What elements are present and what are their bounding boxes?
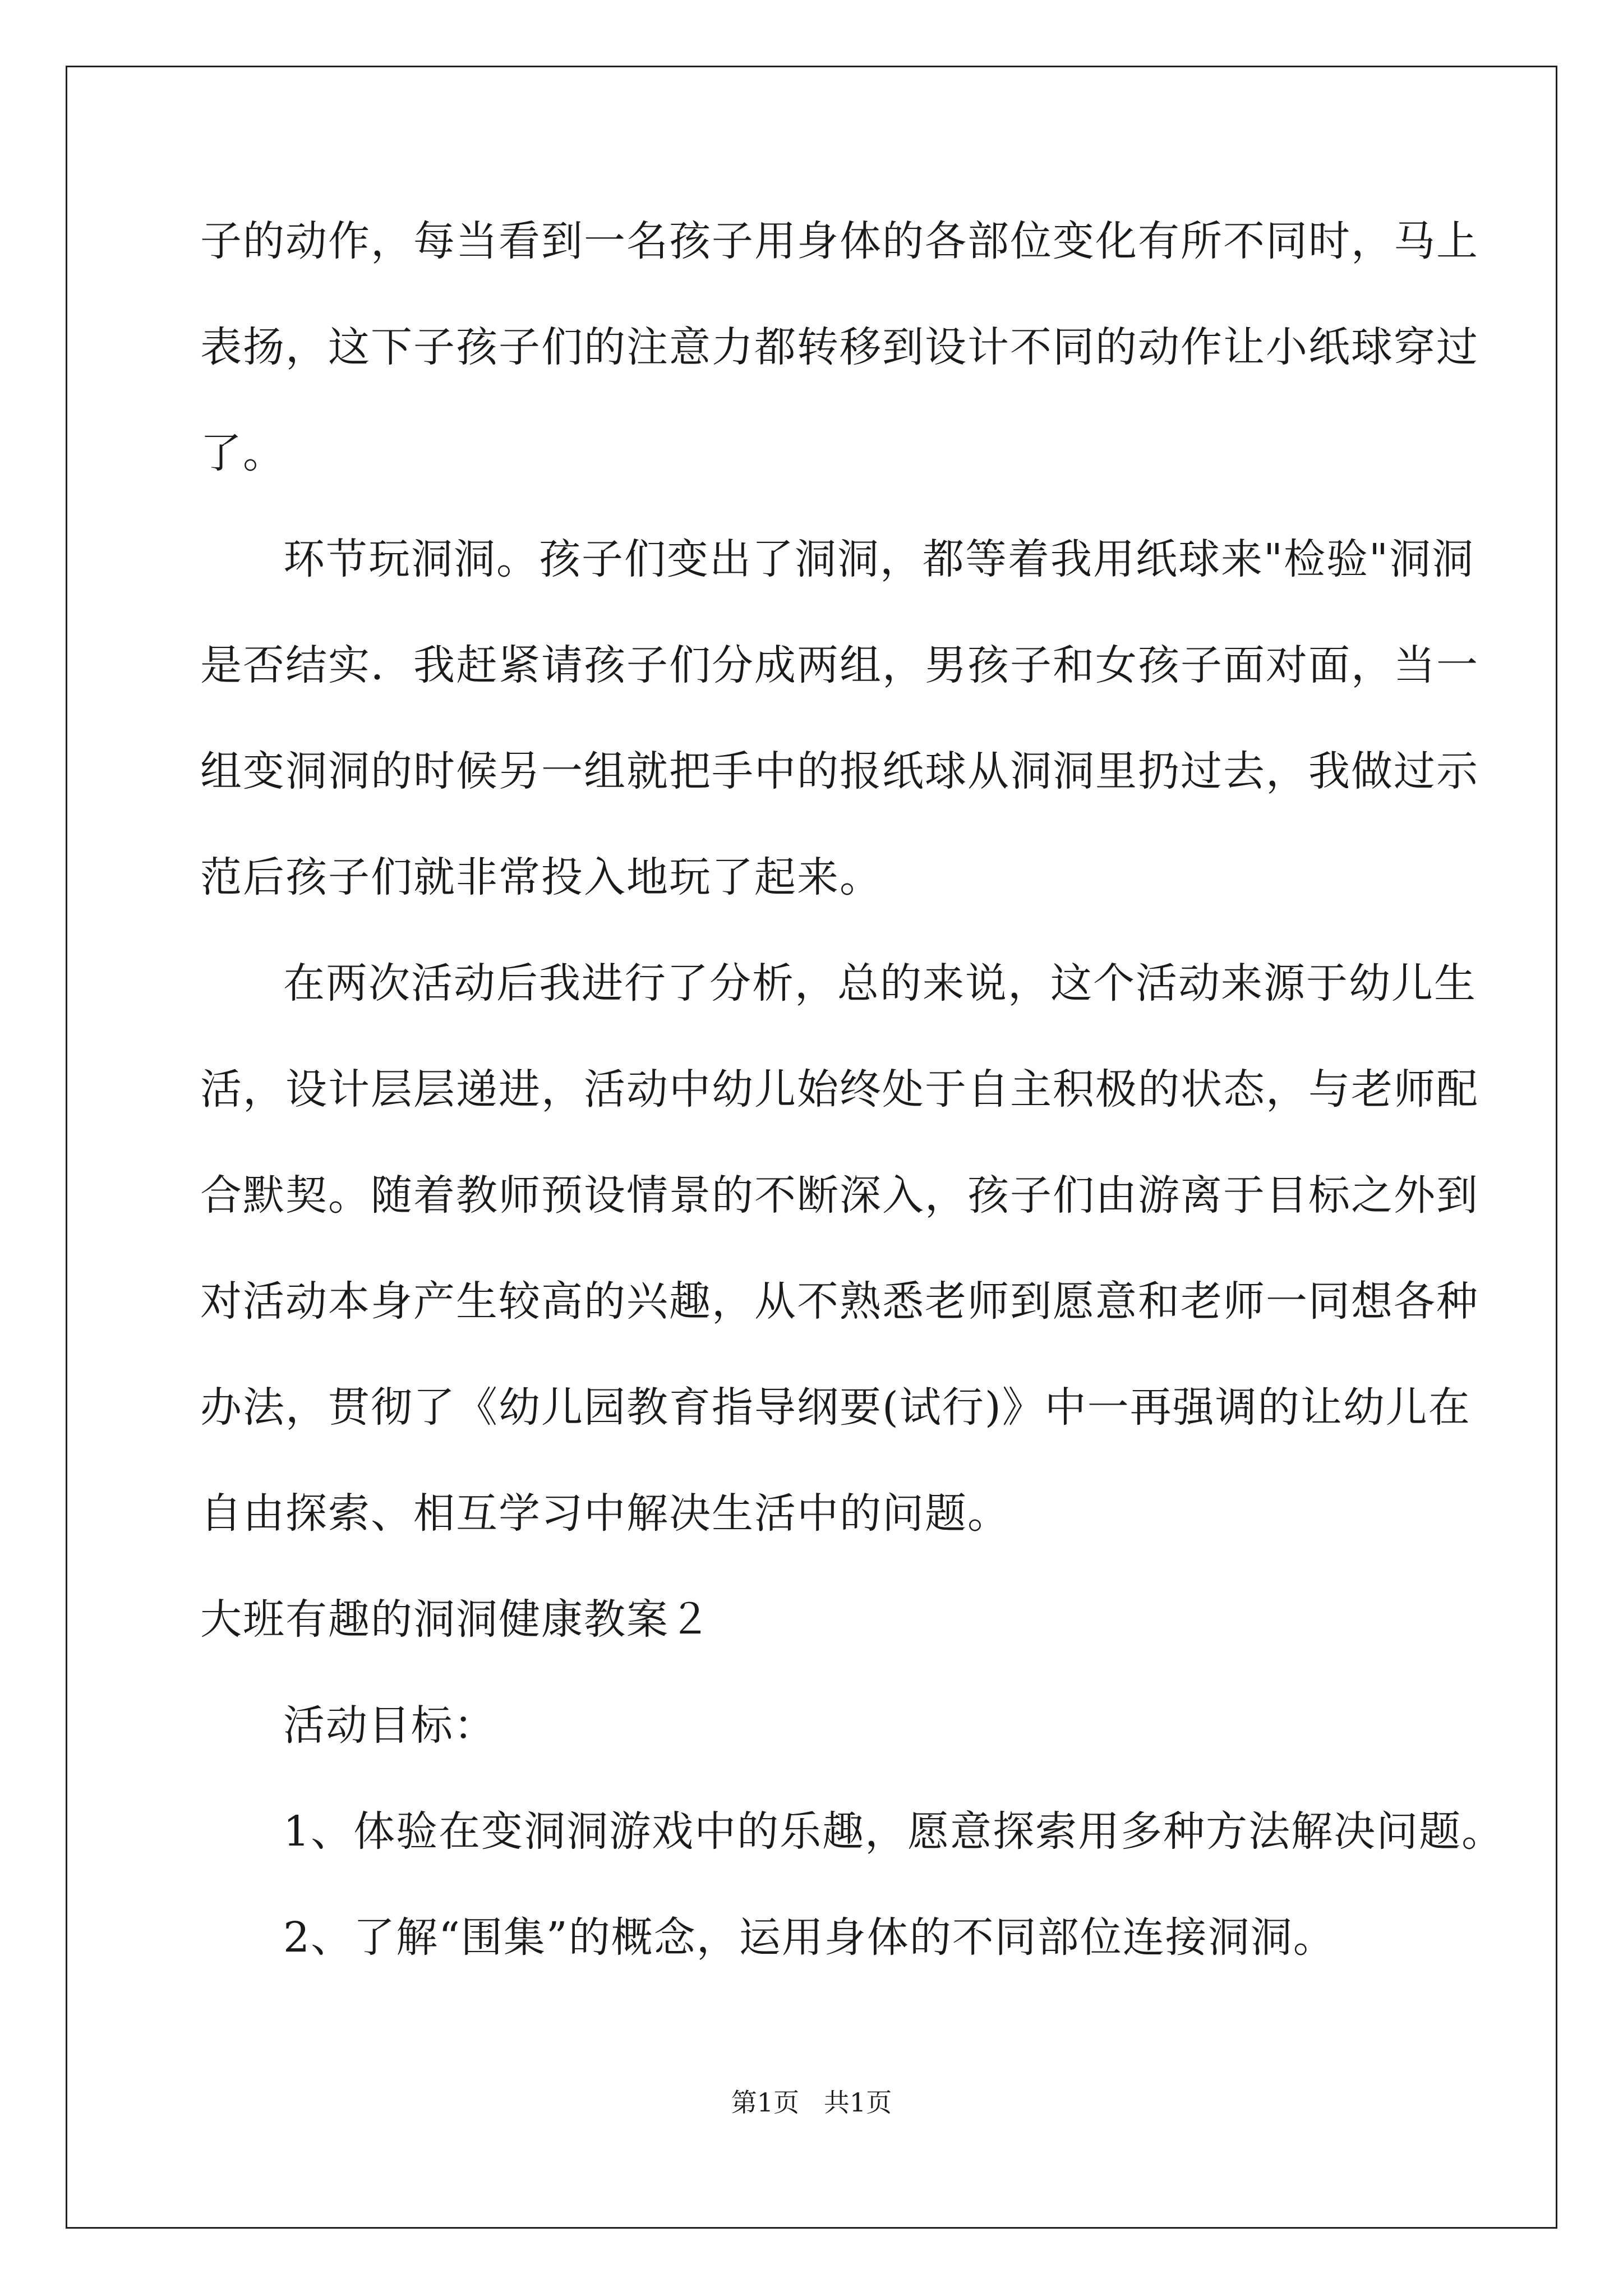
text-line: 子的动作，每当看到一名孩子用身体的各部位变化有所不同时，马上 [200, 217, 1479, 265]
page-footer: 第1页 共1页 [731, 2087, 892, 2118]
section-heading: 大班有趣的洞洞健康教案２ [200, 1595, 712, 1644]
page-border [66, 66, 1557, 2229]
text-line: 组变洞洞的时候另一组就把手中的报纸球从洞洞里扔过去，我做过示 [200, 747, 1479, 795]
text-line: 合默契。随着教师预设情景的不断深入，孩子们由游离于目标之外到 [200, 1171, 1479, 1220]
text-line: 对活动本身产生较高的兴趣，从不熟悉老师到愿意和老师一同想各种 [200, 1277, 1479, 1326]
subheading: 活动目标： [283, 1701, 496, 1750]
text-line: 了。 [200, 429, 285, 477]
paragraph-start: 环节玩洞洞。孩子们变出了洞洞，都等着我用纸球来"检验"洞洞 [283, 535, 1475, 583]
text-line: 办法，贯彻了《幼儿园教育指导纲要(试行)》中一再强调的让幼儿在 [200, 1383, 1471, 1432]
text-line: 活，设计层层递进，活动中幼儿始终处于自主积极的状态，与老师配 [200, 1065, 1479, 1114]
text-line: 表扬，这下子孩子们的注意力都转移到设计不同的动作让小纸球穿过 [200, 323, 1479, 371]
text-line: 是否结实．我赶紧请孩子们分成两组，男孩子和女孩子面对面，当一 [200, 641, 1479, 689]
list-item: 2、了解“围集”的概念，运用身体的不同部位连接洞洞。 [283, 1913, 1336, 1962]
list-item: 1、体验在变洞洞游戏中的乐趣，愿意探索用多种方法解决问题。 [283, 1807, 1505, 1856]
paragraph-start: 在两次活动后我进行了分析，总的来说，这个活动来源于幼儿生 [283, 959, 1477, 1007]
text-line: 自由探索、相互学习中解决生活中的问题。 [200, 1489, 1010, 1538]
text-line: 范后孩子们就非常投入地玩了起来。 [200, 853, 882, 901]
